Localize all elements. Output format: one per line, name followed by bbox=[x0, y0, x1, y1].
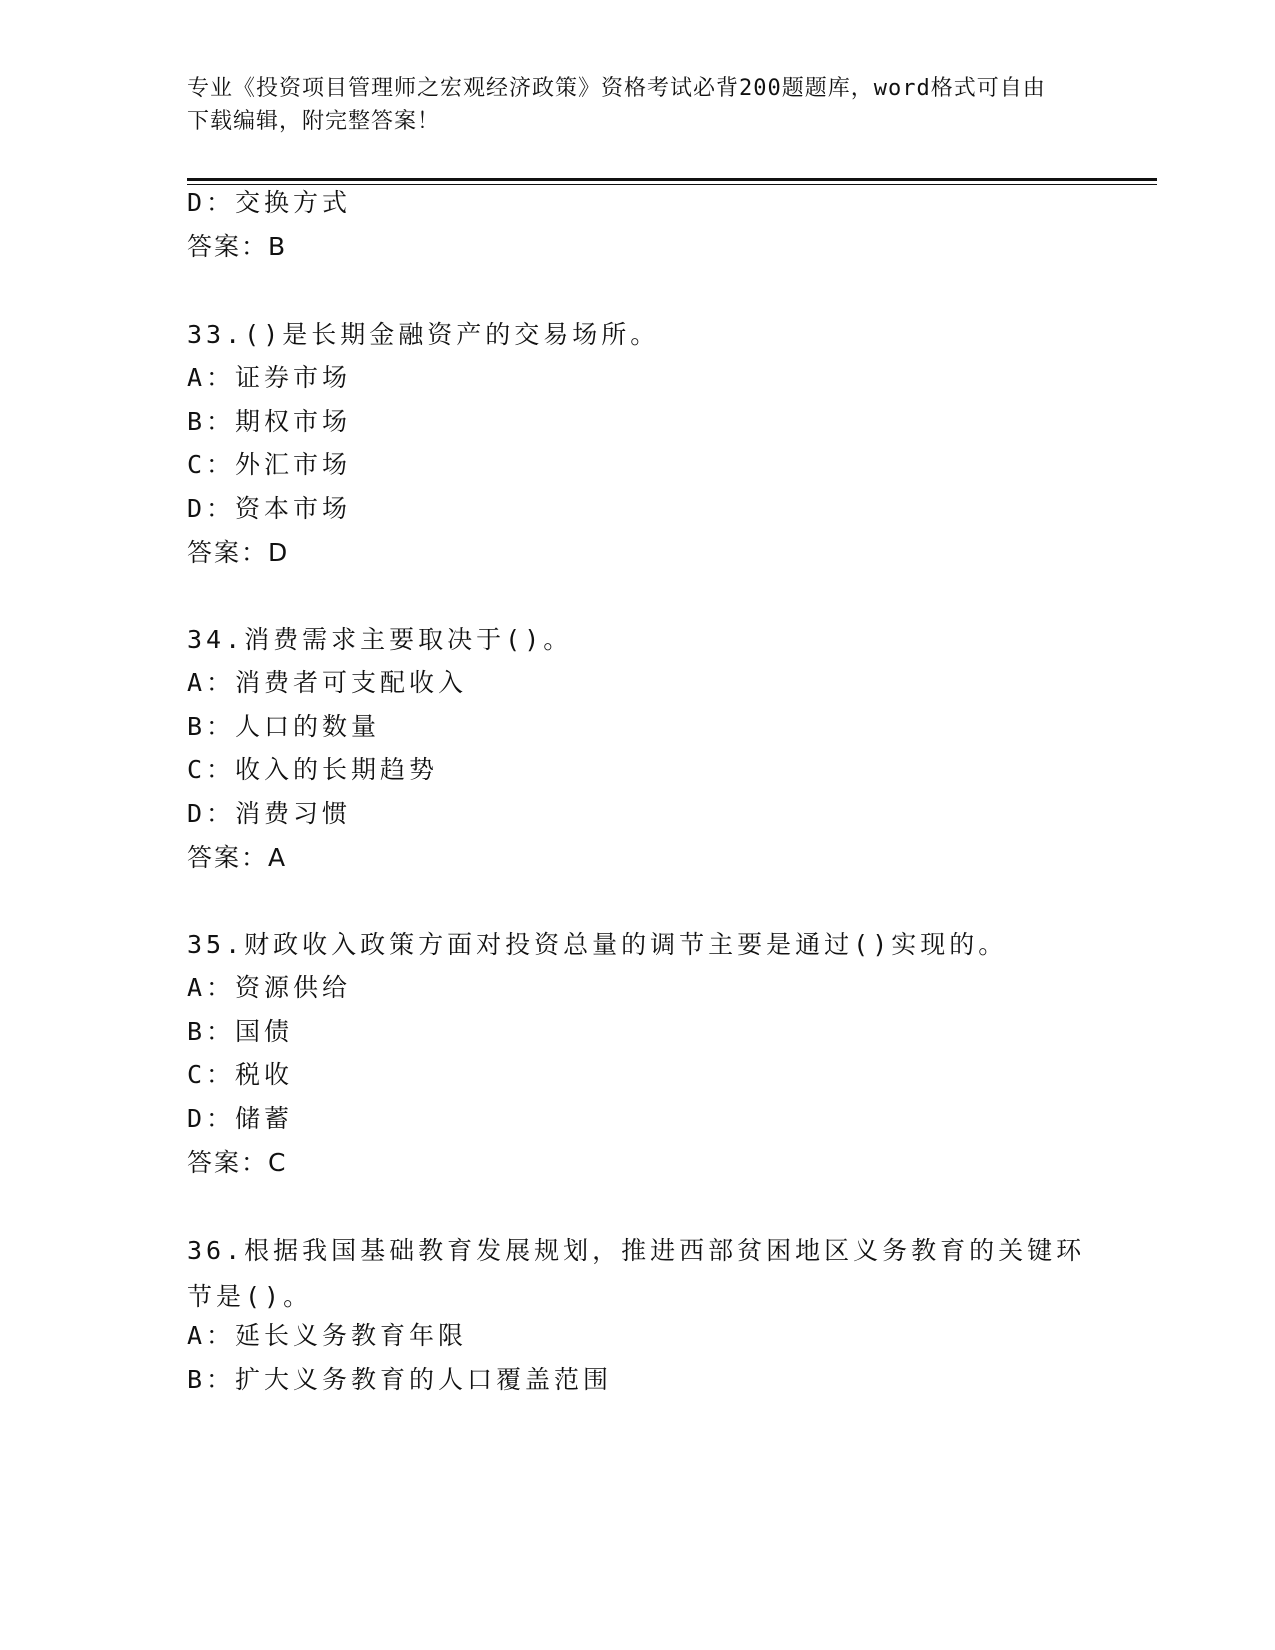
header-divider-thick bbox=[187, 178, 1157, 181]
question-34-option-c: C：收入的长期趋势 bbox=[187, 755, 439, 784]
question-35-stem: 35.财政收入政策方面对投资总量的调节主要是通过()实现的。 bbox=[187, 930, 1008, 959]
question-34-option-a: A：消费者可支配收入 bbox=[187, 668, 468, 697]
question-34-option-b: B：人口的数量 bbox=[187, 712, 381, 741]
question-33-option-a: A：证券市场 bbox=[187, 363, 352, 392]
header-divider-thin bbox=[187, 184, 1157, 185]
document-header: 专业《投资项目管理师之宏观经济政策》资格考试必背200题题库，word格式可自由下载编辑，附完整答案！ bbox=[187, 76, 1046, 134]
question-36-option-b: B：扩大义务教育的人口覆盖范围 bbox=[187, 1365, 613, 1394]
question-33-option-d: D：资本市场 bbox=[187, 494, 352, 523]
prev-question-option-d: D：交换方式 bbox=[187, 188, 352, 217]
question-34-answer: 答案：A bbox=[187, 843, 288, 872]
question-33-answer: 答案：D bbox=[187, 538, 290, 567]
question-33-option-c: C：外汇市场 bbox=[187, 450, 352, 479]
question-34-stem: 34.消费需求主要取决于()。 bbox=[187, 625, 573, 654]
question-35-option-d: D：储蓄 bbox=[187, 1104, 294, 1133]
question-35-answer: 答案：C bbox=[187, 1148, 288, 1177]
question-33-option-b: B：期权市场 bbox=[187, 407, 352, 436]
question-36-stem: 36.根据我国基础教育发展规划，推进西部贫困地区义务教育的关键环节是()。 bbox=[187, 1236, 1086, 1311]
question-35-option-a: A：资源供给 bbox=[187, 973, 352, 1002]
question-35-option-b: B：国债 bbox=[187, 1017, 294, 1046]
question-34-option-d: D：消费习惯 bbox=[187, 799, 352, 828]
question-36-option-a: A：延长义务教育年限 bbox=[187, 1321, 468, 1350]
question-33-stem: 33.()是长期金融资产的交易场所。 bbox=[187, 320, 660, 349]
prev-question-answer: 答案：B bbox=[187, 232, 288, 261]
question-35-option-c: C：税收 bbox=[187, 1060, 294, 1089]
